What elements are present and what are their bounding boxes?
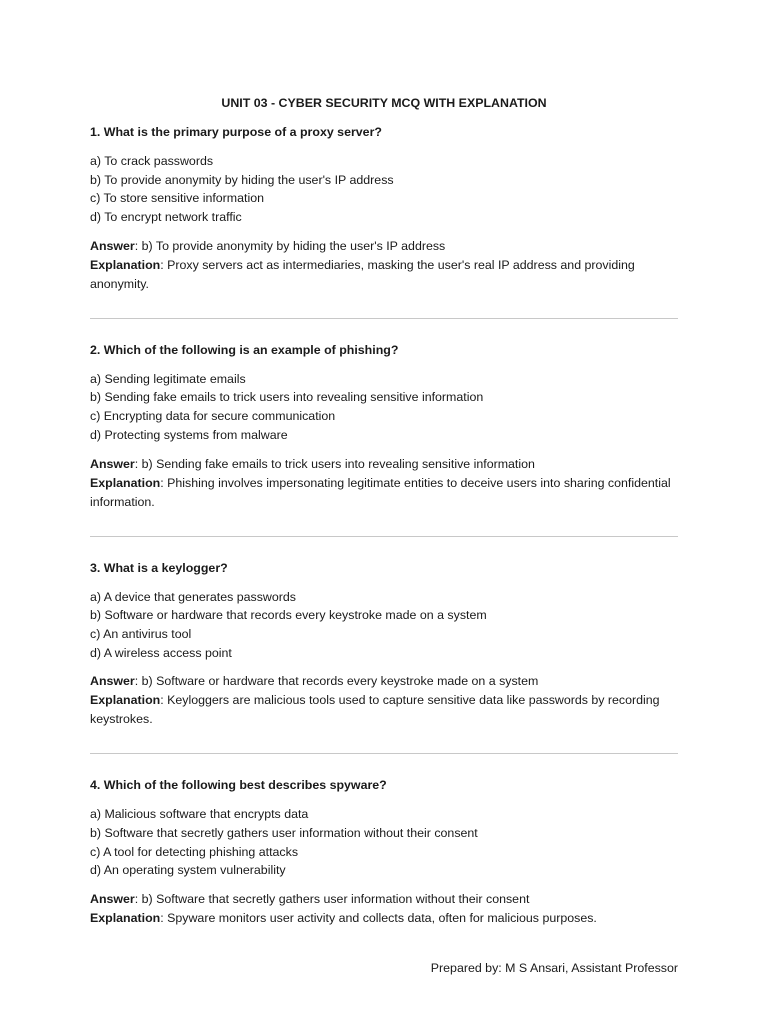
section-divider <box>90 536 678 537</box>
option-d: d) An operating system vulnerability <box>90 863 286 878</box>
option-b: b) Sending fake emails to trick users into revealing sensitive information <box>90 390 484 405</box>
option-list <box>90 805 678 880</box>
answer-text: b) Software that secretly gathers user information without their consent <box>141 892 530 906</box>
explanation-line: Explanation: Proxy servers act as intermediaries, masking the user's real IP address and providing anonymity. <box>90 257 635 291</box>
explanation-text: Phishing involves impersonating legitimate entities to deceive users into sharing confidential information. <box>90 475 671 509</box>
answer-line: Answer: b) Software or hardware that records every keystroke made on a system <box>90 674 539 689</box>
explanation-text: Spyware monitors user activity and collects data, often for malicious purposes. <box>167 911 597 925</box>
option-a: a) Sending legitimate emails <box>90 371 246 386</box>
explanation-label: Explanation <box>90 257 161 272</box>
document-title: UNIT 03 - CYBER SECURITY MCQ WITH EXPLANATION <box>221 96 547 110</box>
option-c: c) An antivirus tool <box>90 626 192 641</box>
option-d: d) A wireless access point <box>90 645 232 660</box>
answer-text: b) Software or hardware that records every keystroke made on a system <box>141 674 539 689</box>
option-c: c) Encrypting data for secure communication <box>90 409 336 424</box>
option-list <box>90 152 678 227</box>
explanation-label: Explanation <box>90 911 161 925</box>
explanation-label: Explanation <box>90 475 161 490</box>
explanation-label: Explanation <box>90 693 161 708</box>
answer-label: Answer <box>90 892 135 906</box>
option-a: a) A device that generates passwords <box>90 589 296 604</box>
explanation-text: Proxy servers act as intermediaries, masking the user's real IP address and providing anonymity. <box>90 257 635 291</box>
option-c: c) A tool for detecting phishing attacks <box>90 844 299 859</box>
explanation-text: Keyloggers are malicious tools used to capture sensitive data like passwords by recording keystrokes. <box>90 693 660 727</box>
option-d: d) To encrypt network traffic <box>90 210 242 225</box>
explanation-line: Explanation: Phishing involves impersonating legitimate entities to deceive users into sharing confidential information. <box>90 475 671 509</box>
explanation-line: Explanation: Keyloggers are malicious tools used to capture sensitive data like passwords by recording keystrokes. <box>90 693 660 727</box>
question-title: 1. What is the primary purpose of a proxy server? <box>90 125 382 139</box>
answer-line: Answer: b) To provide anonymity by hiding the user's IP address <box>90 238 446 253</box>
option-list <box>90 370 678 445</box>
answer-text: b) To provide anonymity by hiding the user's IP address <box>141 238 446 253</box>
answer-label: Answer <box>90 674 135 689</box>
answer-label: Answer <box>90 238 135 253</box>
question-title: 2. Which of the following is an example of phishing? <box>90 342 399 357</box>
question-title: 4. Which of the following best describes spyware? <box>90 778 387 793</box>
option-d: d) Protecting systems from malware <box>90 427 288 442</box>
answer-line: Answer: b) Software that secretly gathers user information without their consent <box>90 892 530 906</box>
option-list <box>90 588 678 663</box>
question-title: 3. What is a keylogger? <box>90 560 228 575</box>
option-b: b) Software or hardware that records every keystroke made on a system <box>90 608 487 623</box>
document-page <box>90 94 678 928</box>
question-3 <box>90 559 678 730</box>
answer-line: Answer: b) Sending fake emails to trick users into revealing sensitive information <box>90 456 535 471</box>
answer-label: Answer <box>90 456 135 471</box>
option-b: b) Software that secretly gathers user information without their consent <box>90 825 478 840</box>
section-divider <box>90 753 678 754</box>
option-a: a) Malicious software that encrypts data <box>90 807 309 822</box>
prepared-by-footer: Prepared by: M S Ansari, Assistant Professor <box>430 961 678 975</box>
option-c: c) To store sensitive information <box>90 191 265 206</box>
section-divider <box>90 318 678 319</box>
question-2 <box>90 341 678 512</box>
question-1 <box>90 123 678 294</box>
option-b: b) To provide anonymity by hiding the user's IP address <box>90 172 394 187</box>
explanation-line: Explanation: Spyware monitors user activity and collects data, often for malicious purposes. <box>90 911 597 925</box>
answer-text: b) Sending fake emails to trick users into revealing sensitive information <box>141 456 535 471</box>
question-4 <box>90 776 678 928</box>
option-a: a) To crack passwords <box>90 154 214 168</box>
